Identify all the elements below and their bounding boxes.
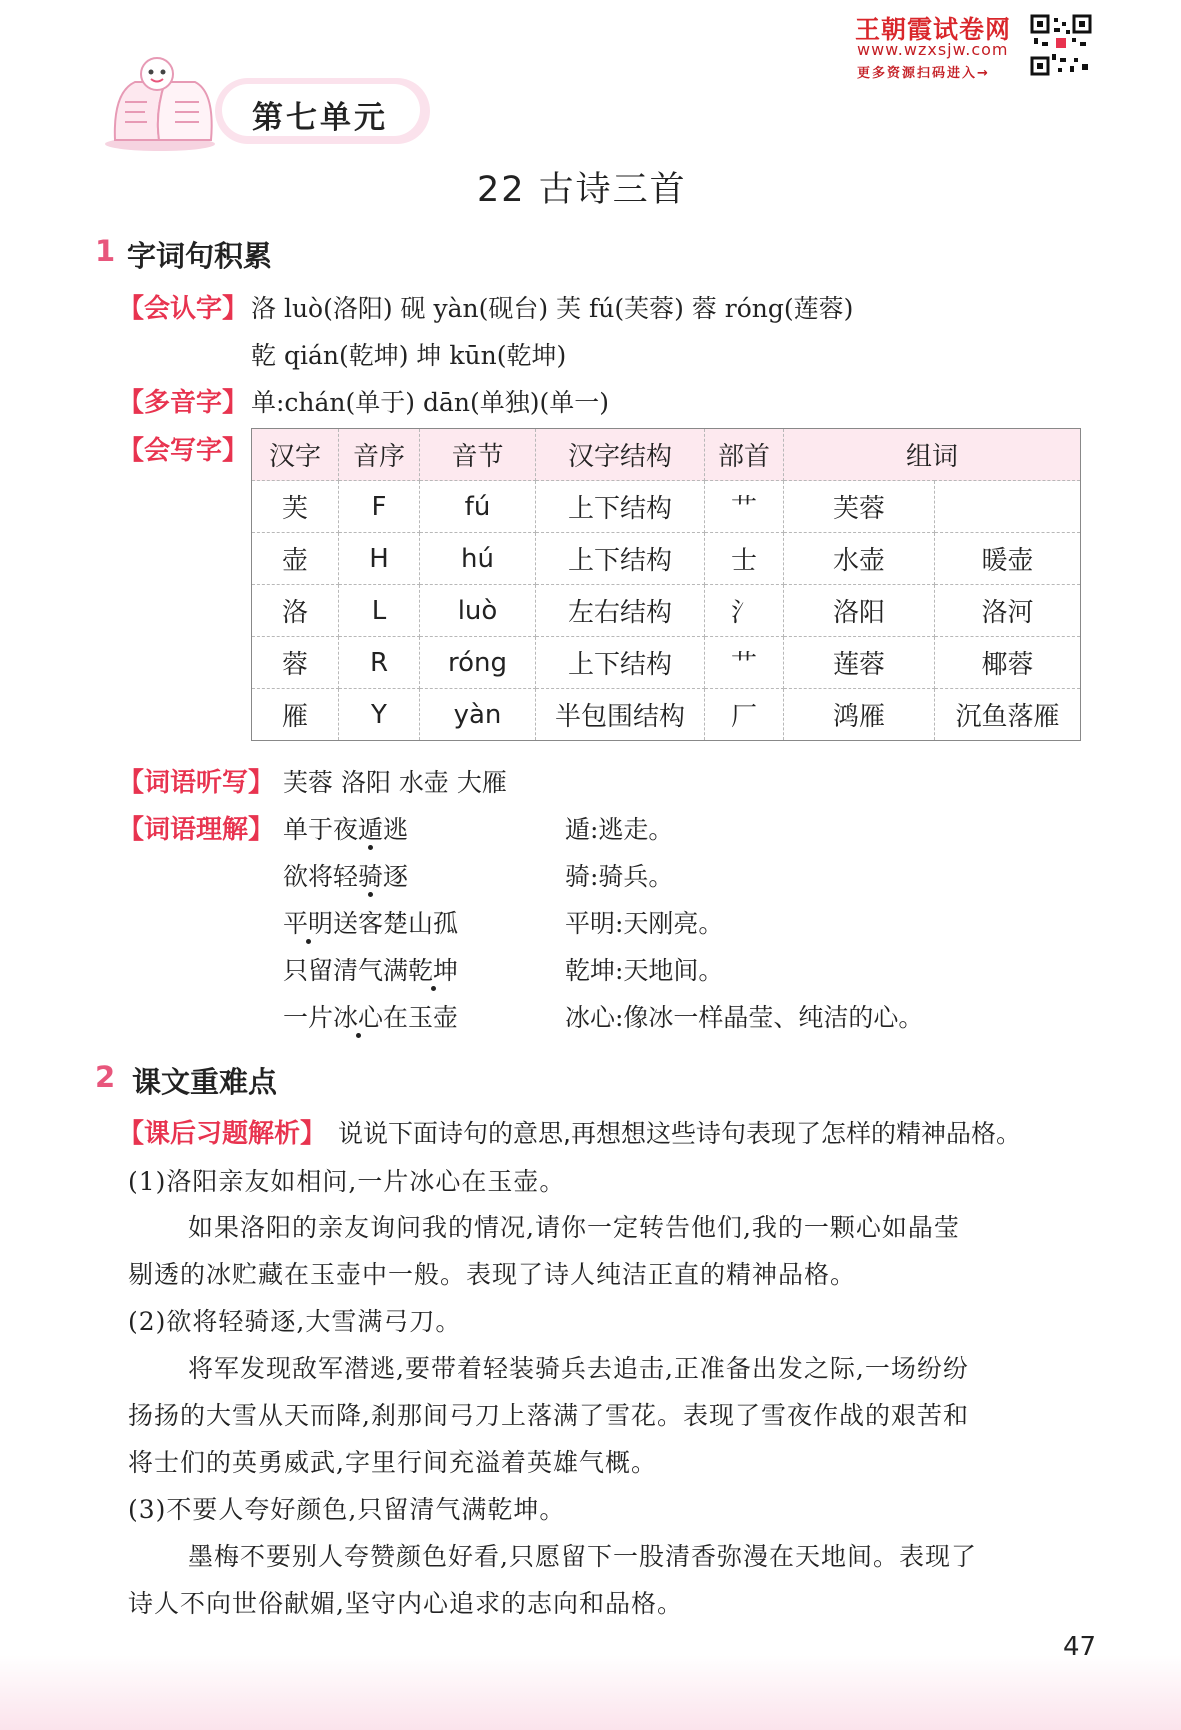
watermark-subtitle: 更多资源扫码进入→ [857, 66, 990, 81]
table-cell: 芙蓉 [784, 481, 935, 533]
table-cell: 士 [705, 533, 784, 585]
exercise-tag: 【课后习题解析】 [118, 1119, 327, 1149]
polyphone-tag: 【多音字】 [118, 388, 249, 418]
table-cell: 上下结构 [536, 637, 705, 689]
exercise-answer-line: 将军发现敌军潜逃,要带着轻装骑兵去追击,正准备出发之际,一场纷纷 [188, 1354, 969, 1383]
table-cell: F [339, 481, 420, 533]
book-mascot-icon [95, 52, 225, 152]
unit-title: 第七单元 [252, 100, 388, 136]
understanding-meaning: 骑:骑兵。 [565, 862, 674, 891]
table-cell: 艹 [705, 637, 784, 689]
page-number: 47 [1063, 1632, 1097, 1662]
table-cell: 厂 [705, 689, 784, 741]
understanding-phrase: 只留清气满乾坤 [283, 956, 459, 985]
table-cell: 洛 [252, 585, 339, 637]
table-cell: 芙 [252, 481, 339, 533]
understanding-meaning: 平明:天刚亮。 [565, 909, 724, 938]
section-1-number: 1 [95, 234, 116, 268]
recognize-line-1: 洛 luò(洛阳) 砚 yàn(砚台) 芙 fú(芙蓉) 蓉 róng(莲蓉) [251, 294, 854, 323]
understanding-meaning: 乾坤:天地间。 [565, 956, 724, 985]
table-row [252, 689, 1081, 741]
table-cell: róng [420, 637, 536, 689]
table-header: 部首 [705, 429, 784, 481]
recognize-line-2: 乾 qián(乾坤) 坤 kūn(乾坤) [251, 341, 567, 370]
table-cell: 雁 [252, 689, 339, 741]
exercise-verse: (1)洛阳亲友如相问,一片冰心在玉壶。 [128, 1167, 566, 1196]
table-cell [935, 481, 1081, 533]
understanding-phrase: 欲将轻骑逐 [283, 862, 409, 891]
table-cell: 蓉 [252, 637, 339, 689]
table-cell: fú [420, 481, 536, 533]
table-cell: 沉鱼落雁 [935, 689, 1081, 741]
table-cell: 洛河 [935, 585, 1081, 637]
table-cell: H [339, 533, 420, 585]
exercise-answer-line: 扬扬的大雪从天而降,刹那间弓刀上落满了雪花。表现了雪夜作战的艰苦和 [128, 1401, 969, 1430]
table-cell: Y [339, 689, 420, 741]
table-cell: 氵 [705, 585, 784, 637]
understanding-meaning: 遁:逃走。 [565, 815, 674, 844]
table-header: 汉字结构 [536, 429, 705, 481]
table-cell: 上下结构 [536, 481, 705, 533]
recognize-tag: 【会认字】 [118, 294, 249, 324]
table-cell: 左右结构 [536, 585, 705, 637]
table-cell: yàn [420, 689, 536, 741]
table-cell: 莲蓉 [784, 637, 935, 689]
understanding-meaning: 冰心:像冰一样晶莹、纯洁的心。 [565, 1003, 924, 1032]
exercise-verse: (2)欲将轻骑逐,大雪满弓刀。 [128, 1307, 462, 1336]
section-2-number: 2 [95, 1060, 116, 1094]
table-row [252, 637, 1081, 689]
table-cell: luò [420, 585, 536, 637]
table-row [252, 533, 1081, 585]
exercise-verse: (3)不要人夸好颜色,只留清气满乾坤。 [128, 1495, 566, 1524]
exercise-answer-line: 将士们的英勇威武,字里行间充溢着英雄气概。 [128, 1448, 657, 1477]
table-row [252, 481, 1081, 533]
table-header: 汉字 [252, 429, 339, 481]
table-cell: 水壶 [784, 533, 935, 585]
watermark-title: 王朝霞试卷网 [855, 15, 1012, 44]
exercise-answer-line: 墨梅不要别人夸赞颜色好看,只愿留下一股清香弥漫在天地间。表现了 [188, 1542, 977, 1571]
dictation-tag: 【词语听写】 [118, 768, 275, 798]
table-cell: 半包围结构 [536, 689, 705, 741]
exercise-answer-line: 诗人不向世俗献媚,坚守内心追求的志向和品格。 [128, 1589, 683, 1618]
table-cell: R [339, 637, 420, 689]
table-cell: 艹 [705, 481, 784, 533]
table-cell: 洛阳 [784, 585, 935, 637]
write-tag: 【会写字】 [118, 436, 249, 466]
table-header: 组词 [784, 429, 1081, 481]
bottom-band [0, 1655, 1181, 1730]
understanding-phrase: 平明送客楚山孤 [283, 909, 459, 938]
exercise-question: 说说下面诗句的意思,再想想这些诗句表现了怎样的精神品格。 [338, 1119, 1021, 1148]
exercise-answer-line: 剔透的冰贮藏在玉壶中一般。表现了诗人纯洁正直的精神品格。 [128, 1260, 857, 1289]
exercise-answer-line: 如果洛阳的亲友询问我的情况,请你一定转告他们,我的一颗心如晶莹 [188, 1213, 960, 1242]
table-cell: L [339, 585, 420, 637]
table-cell: hú [420, 533, 536, 585]
section-1-title: 字词句积累 [127, 239, 273, 273]
table-cell: 椰蓉 [935, 637, 1081, 689]
table-cell: 上下结构 [536, 533, 705, 585]
qr-code-icon[interactable] [1030, 14, 1092, 76]
understanding-phrase: 一片冰心在玉壶 [283, 1003, 459, 1032]
polyphone-line: 单:chán(单于) dān(单独)(单一) [251, 388, 610, 417]
understanding-phrase: 单于夜遁逃 [283, 815, 409, 844]
watermark-url: www.wzxsjw.com [857, 40, 1009, 59]
lesson-title: 22 古诗三首 [477, 170, 687, 210]
section-2-title: 课文重难点 [132, 1065, 278, 1099]
table-header: 音节 [420, 429, 536, 481]
understanding-tag: 【词语理解】 [118, 815, 275, 845]
table-cell: 鸿雁 [784, 689, 935, 741]
dictation-line: 芙蓉 洛阳 水壶 大雁 [283, 768, 507, 797]
table-cell: 壶 [252, 533, 339, 585]
table-header: 音序 [339, 429, 420, 481]
write-table [251, 428, 1081, 741]
table-row [252, 585, 1081, 637]
table-cell: 暖壶 [935, 533, 1081, 585]
